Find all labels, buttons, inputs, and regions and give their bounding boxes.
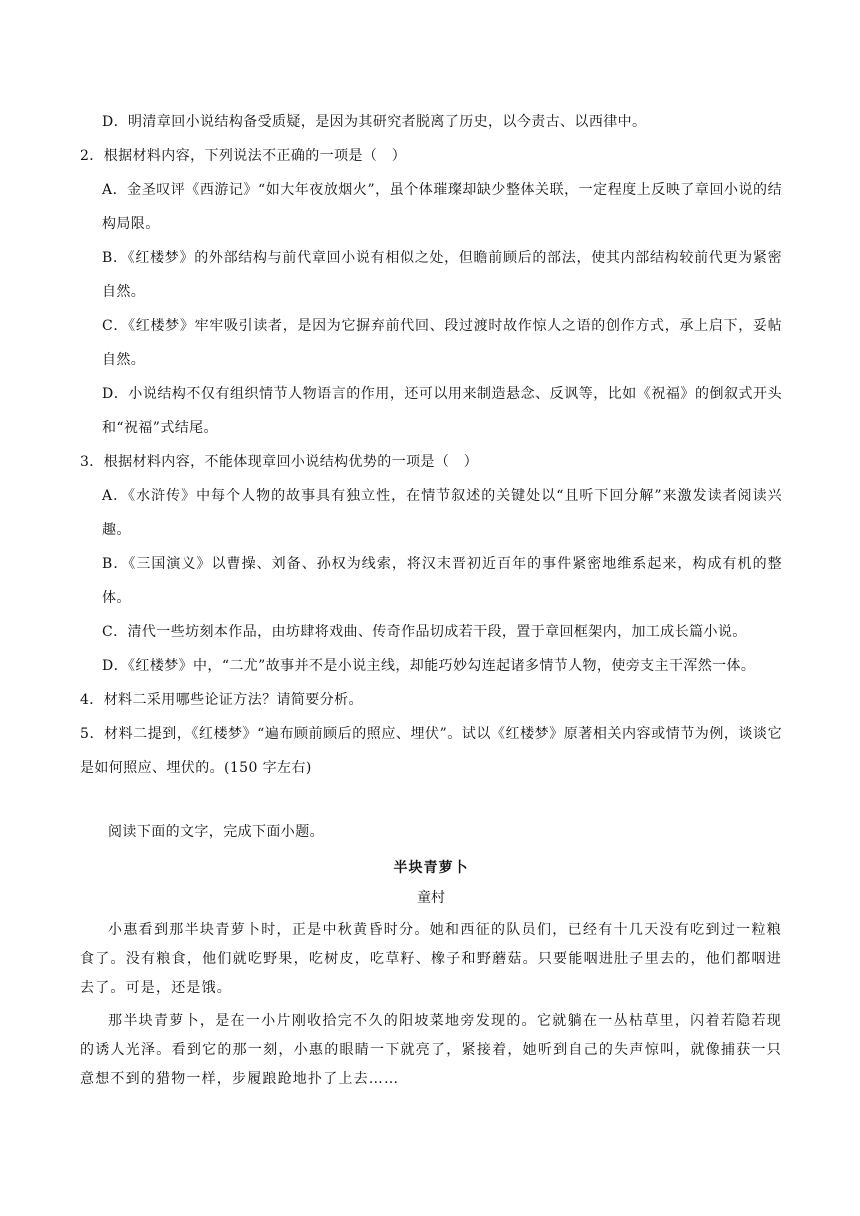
story-paragraph-1: 小惠看到那半块青萝卜时，正是中秋黄昏时分。她和西征的队员们，已经有十几天没有吃到过一粒粮食了。没有粮食，他们就吃野果，吃树皮，吃草籽、橡子和野蘑菇。只要能咽进肚子里去的，他们都咽进去了。可是，还是饿。	[80, 922, 782, 996]
reading-instruction: 阅读下面的文字，完成下面小题。	[108, 824, 324, 840]
q3-stem: 3．根据材料内容，不能体现章回小说结构优势的一项是（ ）	[80, 454, 479, 470]
q3-option-b: B．《三国演义》以曹操、刘备、孙权为线索，将汉末晋初近百年的事件紧密地维系起来，构成有机的整体。	[102, 556, 782, 606]
story-title: 半块青萝卜	[393, 860, 469, 876]
q3-option-a: A．《水浒传》中每个人物的故事具有独立性，在情节叙述的关键处以“且听下回分解”来激发读者阅读兴趣。	[102, 488, 782, 538]
q4-stem: 4．材料二采用哪些论证方法？请简要分析。	[80, 692, 363, 708]
story-paragraph-2: 那半块青萝卜，是在一小片刚收拾完不久的阳坡菜地旁发现的。它就躺在一丛枯草里，闪着若隐若现的诱人光泽。看到它的那一刻，小惠的眼睛一下就亮了，紧接着，她听到自己的失声惊叫，就像捕获一只意想不到的猎物一样，步履踉跄地扑了上去……	[80, 1013, 782, 1087]
q5-stem: 5．材料二提到，《红楼梦》“遍布顾前顾后的照应、埋伏”。试以《红楼梦》原著相关内容或情节为例，谈谈它是如何照应、埋伏的。(150 字左右)	[80, 726, 782, 776]
q2-option-b: B．《红楼梦》的外部结构与前代章回小说有相似之处，但瞻前顾后的部法，使其内部结构较前代更为紧密自然。	[102, 250, 782, 300]
q3-option-d: D．《红楼梦》中，“二尤”故事并不是小说主线，却能巧妙勾连起诸多情节人物，使旁支主干浑然一体。	[102, 658, 756, 674]
q2-stem: 2．根据材料内容，下列说法不正确的一项是（ ）	[80, 148, 407, 164]
q2-option-d: D．小说结构不仅有组织情节人物语言的作用，还可以用来制造悬念、反讽等，比如《祝福》的倒叙式开头和“祝福”式结尾。	[102, 386, 782, 436]
story-author: 童村	[417, 890, 445, 906]
q3-option-c: C．清代一些坊刻本作品，由坊肆将戏曲、传奇作品切成若干段，置于章回框架内，加工成长篇小说。	[102, 624, 747, 640]
q2-option-a: A．金圣叹评《西游记》“如大年夜放烟火”，虽个体璀璨却缺少整体关联，一定程度上反映了章回小说的结构局限。	[102, 182, 782, 232]
q2-option-c: C．《红楼梦》牢牢吸引读者，是因为它摒弃前代回、段过渡时故作惊人之语的创作方式，承上启下，妥帖自然。	[102, 318, 782, 368]
q1-option-d: D．明清章回小说结构备受质疑，是因为其研究者脱离了历史，以今责古、以西律中。	[102, 114, 647, 130]
